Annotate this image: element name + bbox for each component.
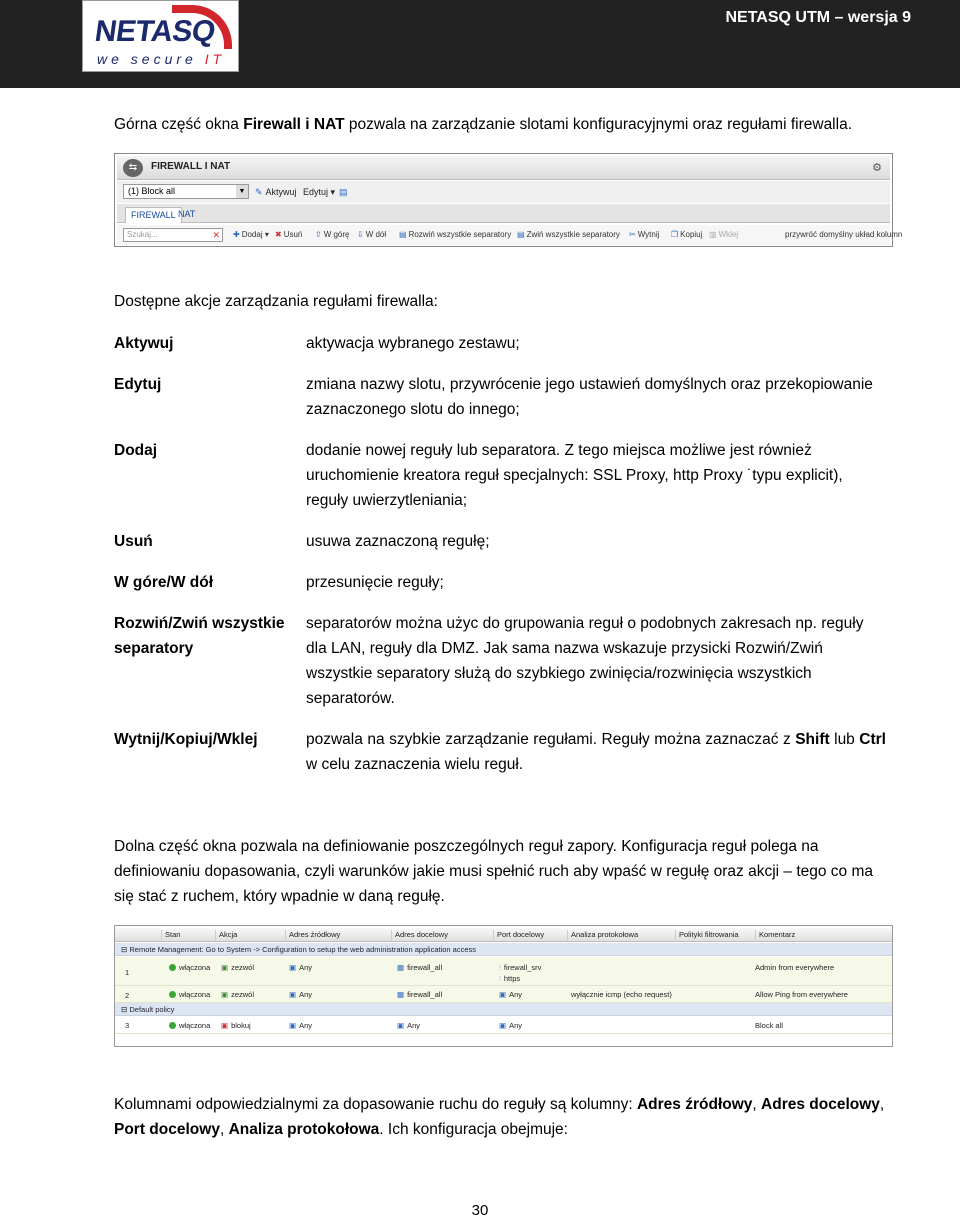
edit-button[interactable]: Edytuj ▾ (303, 187, 336, 197)
block-icon: ▣ (221, 1021, 229, 1030)
col-source[interactable]: Adres źródłowy (285, 930, 340, 940)
state-cell: włączona (169, 1021, 210, 1030)
port-cell: ⫶ firewall_srv (499, 963, 542, 972)
network-icon: ▣ (289, 1021, 297, 1030)
rules-toolbar (117, 225, 903, 245)
term-move: W góre/W dół (114, 574, 214, 591)
network-icon: ▣ (289, 963, 297, 972)
enabled-icon (169, 1022, 176, 1029)
network-icon: ▣ (499, 990, 507, 999)
source-cell: ▣ Any (289, 963, 313, 972)
collapse-icon[interactable]: ⊟ (121, 945, 130, 954)
network-icon: ▣ (499, 1021, 507, 1030)
port-cell: ▣ Any (499, 990, 523, 999)
col-destination[interactable]: Adres docelowy (391, 930, 448, 940)
rules-table-screenshot (114, 925, 893, 1047)
intro-paragraph: Górna część okna Firewall i NAT pozwala na zarządzanie slotami konfiguracyjnymi oraz regułami firewalla. (114, 116, 852, 133)
destination-cell: ▦ firewall_all (397, 963, 443, 972)
state-cell: włączona (169, 990, 210, 999)
activate-icon: ✎ (255, 187, 263, 197)
desc-expand-collapse: separatorów można użyc do grupowania reguł o podobnych zakresach np. reguły dla LAN, reguły dla DMZ. Jak sama nazwa wskazuje przysicki Rozwiń/Zwiń wszystkie separatory służą do szybkiego zwinięcia/rozwinięcia wszystkich separatorów. (306, 615, 864, 707)
move-down-button[interactable]: ⇩ W dół (357, 230, 387, 239)
delete-button[interactable]: ✖ Usuń (275, 230, 303, 239)
slot-info-icon[interactable]: ▤ (339, 187, 348, 197)
move-up-button[interactable]: ⇧ W górę (315, 230, 350, 239)
col-filtering[interactable]: Polityki filtrowania (675, 930, 739, 940)
clear-icon[interactable]: ✕ (212, 230, 220, 240)
enabled-icon (169, 964, 176, 971)
protocol-cell: wyłącznie icmp (echo request) (571, 990, 672, 999)
destination-cell: ▣ Any (397, 1021, 421, 1030)
collapse-icon[interactable]: ⊟ (121, 1005, 130, 1014)
table-row[interactable] (115, 986, 892, 1003)
activate-button[interactable]: ✎ Aktywuj (255, 187, 297, 197)
firewall-toolbar-screenshot (114, 153, 903, 247)
chevron-down-icon: ▼ (236, 185, 248, 198)
col-action[interactable]: Akcja (215, 930, 237, 940)
page-header (0, 0, 960, 88)
slot-select[interactable]: (1) Block all ▼ (123, 184, 249, 199)
term-expand-collapse: Rozwiń/Zwiń wszystkie separatory (114, 615, 285, 657)
window-title-bar (117, 156, 890, 180)
port-cell: ▣ Any (499, 1021, 523, 1030)
action-cell: ▣ zezwól (221, 963, 255, 972)
netasq-logo (82, 0, 239, 72)
logo-tagline: we secure IT (97, 51, 226, 67)
desc-activate: aktywacja wybranego zestawu; (306, 335, 520, 352)
col-protocol[interactable]: Analiza protokołowa (567, 930, 638, 940)
page-number: 30 (471, 1202, 489, 1218)
term-activate: Aktywuj (114, 335, 174, 352)
comment-cell: Admin from everywhere (755, 963, 835, 972)
tab-bar (117, 204, 890, 223)
enabled-icon (169, 991, 176, 998)
host-group-icon: ▦ (397, 990, 405, 999)
row-number: 3 (125, 1021, 130, 1030)
tab-firewall[interactable]: FIREWALL (125, 207, 182, 223)
action-cell: ▣ blokuj (221, 1021, 251, 1030)
cut-button[interactable]: ✂ Wytnij (629, 230, 660, 239)
port-icon: ⫶ (499, 963, 501, 972)
gear-icon[interactable]: ⚙ (872, 162, 882, 174)
separator-row[interactable]: ⊟ Default policy (115, 1003, 892, 1016)
logo-text: NETASQ (92, 15, 218, 48)
table-row[interactable] (115, 1017, 892, 1034)
desc-delete: usuwa zaznaczoną regułę; (306, 533, 490, 550)
col-state[interactable]: Stan (161, 930, 180, 940)
allow-icon: ▣ (221, 963, 229, 972)
comment-cell: Allow Ping from everywhere (755, 990, 848, 999)
desc-edit: zmiana nazwy slotu, przywrócenie jego ustawień domyślnych oraz przekopiowanie zaznaczonego slotu do innego; (306, 376, 873, 418)
desc-move: przesunięcie reguły; (306, 574, 444, 591)
desc-cut-copy-paste: pozwala na szybkie zarządzanie regułami. Reguły można zaznaczać z Shift lub Ctrl w celu zaznaczenia wielu reguł. (306, 731, 886, 773)
comment-cell: Block all (755, 1021, 783, 1030)
table-header (115, 928, 892, 942)
port-icon: ⫶ (499, 974, 501, 983)
allow-icon: ▣ (221, 990, 229, 999)
term-edit: Edytuj (114, 376, 162, 393)
col-comment[interactable]: Komentarz (755, 930, 795, 940)
network-icon: ▣ (397, 1021, 405, 1030)
destination-cell: ▦ firewall_all (397, 990, 443, 999)
term-add: Dodaj (114, 442, 158, 459)
closing-paragraph: Kolumnami odpowiedzialnymi za dopasowanie ruchu do reguły są kolumny: Adres źródłowy, Adres docelowy, Port docelowy, Analiza protokołowa. Ich konfiguracja obejmuje: (114, 1096, 885, 1138)
state-cell: włączona (169, 963, 210, 972)
network-icon: ▣ (289, 990, 297, 999)
row-number: 2 (125, 991, 130, 1000)
separator-row[interactable]: ⊟ Remote Management: Go to System -> Configuration to setup the web administration application access (115, 943, 892, 956)
col-port[interactable]: Port docelowy (493, 930, 544, 940)
actions-heading: Dostępne akcje zarządzania regułami firewalla: (114, 293, 438, 310)
term-cut-copy-paste: Wytnij/Kopiuj/Wklej (114, 731, 258, 748)
tab-nat[interactable]: NAT (178, 209, 196, 219)
slot-bar (117, 181, 890, 203)
paste-button[interactable]: ▥ Wklej (709, 230, 739, 239)
source-cell: ▣ Any (289, 990, 313, 999)
action-cell: ▣ zezwól (221, 990, 255, 999)
lower-paragraph: Dolna część okna pozwala na definiowanie poszczególnych reguł zapory. Konfiguracja reguł polega na definiowaniu dopasowania, czyli warunków jakie musi spełnić ruch aby wpaść w regułę oraz akcji – tego co ma się stać z ruchem, który wpadnie w daną regułę. (114, 838, 874, 905)
table-row[interactable] (115, 957, 892, 986)
copy-button[interactable]: ❐ Kopiuj (671, 230, 703, 239)
add-button[interactable]: ✚ Dodaj ▾ (233, 230, 269, 239)
module-icon: ⇆ (123, 159, 143, 177)
expand-all-button[interactable]: ▤ Rozwiń wszystkie separatory (399, 230, 512, 239)
collapse-all-button[interactable]: ▤ Zwiń wszystkie separatory (517, 230, 620, 239)
window-title: FIREWALL I NAT (151, 161, 231, 172)
reset-columns-button[interactable]: przywróć domyślny układ kolumn (785, 230, 903, 239)
header-title: NETASQ UTM – wersja 9 (725, 9, 911, 26)
row-number: 1 (125, 968, 130, 977)
port-cell-2: ⫶ https (499, 974, 521, 983)
desc-add: dodanie nowej reguły lub separatora. Z tego miejsca możliwe jest również uruchomienie kreatora reguł specjalnych: SSL Proxy, http Proxy ˙typu explicit), reguły uwierzytleniania; (306, 442, 843, 509)
host-group-icon: ▦ (397, 963, 405, 972)
term-delete: Usuń (114, 533, 153, 550)
search-input[interactable]: Szukaj... ✕ (123, 228, 223, 242)
source-cell: ▣ Any (289, 1021, 313, 1030)
